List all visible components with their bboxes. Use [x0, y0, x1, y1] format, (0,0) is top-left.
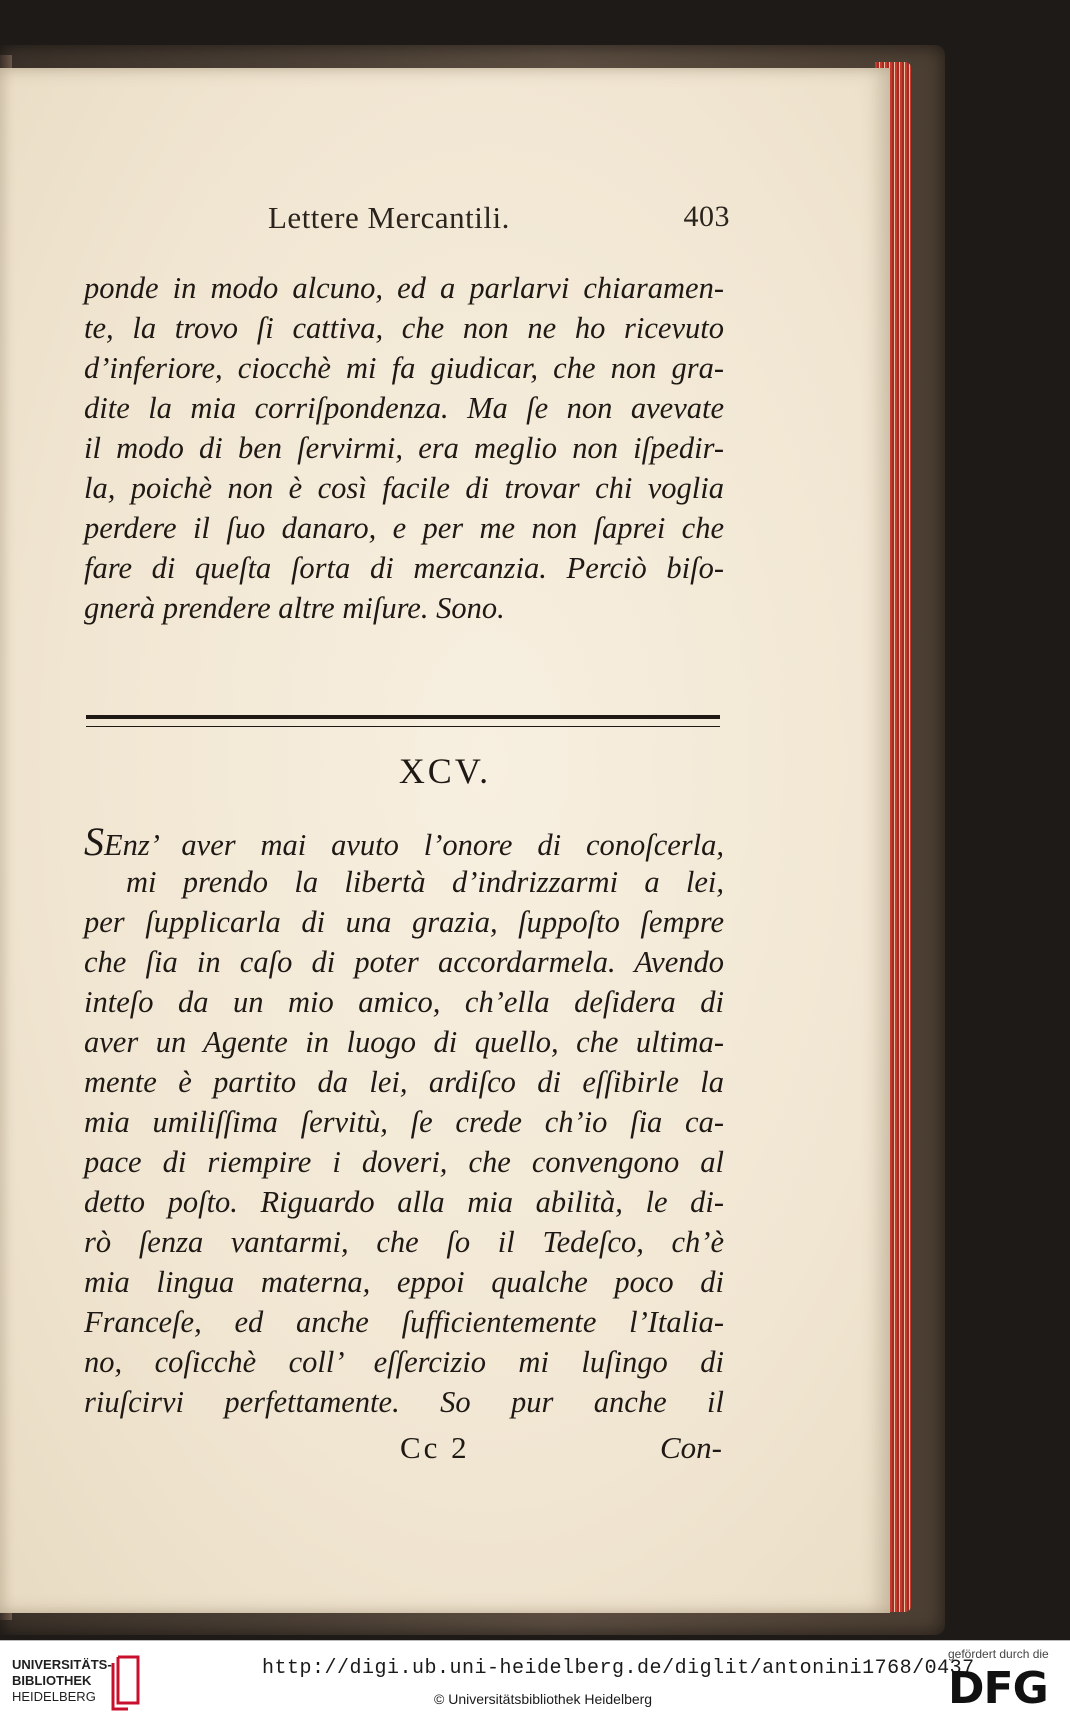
section-divider: [86, 715, 720, 727]
text-line: che ſia in caſo di poter accordarmela. Avendo: [84, 945, 724, 979]
text-line: aver un Agente in luogo di quello, che ultima-: [84, 1025, 724, 1059]
text-line: la, poichè non è così facile di trovar chi voglia: [84, 471, 724, 505]
section-heading: XCV.: [398, 751, 492, 791]
text-line: mia umiliſſima ſervitù, ſe crede ch’io ſia ca-: [84, 1105, 724, 1139]
library-logo-line: BIBLIOTHEK: [12, 1673, 92, 1688]
text-line: dite la mia corriſpondenza. Ma ſe non avevate: [84, 391, 724, 425]
footer-url-link[interactable]: http://digi.ub.uni-heidelberg.de/diglit/antonini1768/0437: [262, 1657, 975, 1680]
text-line: detto poſto. Riguardo alla mia abilità, le di-: [84, 1185, 724, 1219]
footer-bar: [0, 1640, 1070, 1719]
paragraph-previous-letter: [84, 268, 724, 628]
text-line: per ſupplicarla di una grazia, ſuppoſto ſempre: [84, 905, 724, 939]
text-line: rò ſenza vantarmi, che ſo il Tedeſco, ch’è: [84, 1225, 724, 1259]
library-logo-icon: [108, 1649, 148, 1711]
text-line: te, la trovo ſi cattiva, che non ne ho ricevuto: [84, 311, 724, 345]
text-line: pace di riempire i doveri, che convengono al: [84, 1145, 724, 1179]
text-line: mia lingua materna, eppoi qualche poco di: [84, 1265, 724, 1299]
dfg-logo: DFG: [948, 1663, 1048, 1714]
running-title: Lettere Mercantili.: [268, 200, 510, 235]
text-line: Franceſe, ed anche ſufficientemente l’Italia-: [84, 1305, 724, 1339]
footer-copyright: © Universitätsbibliothek Heidelberg: [434, 1691, 653, 1707]
text-line: riuſcirvi perfettamente. So pur anche il: [84, 1385, 724, 1419]
library-logo-line: HEIDELBERG: [12, 1689, 96, 1704]
catchword: Con-: [660, 1430, 722, 1465]
page-number: 403: [683, 200, 730, 233]
text-line: no, coſicchè coll’ eſſercizio mi luſingo di: [84, 1345, 724, 1379]
text-line: gnerà prendere altre miſure. Sono.: [84, 591, 505, 625]
text-line: fare di queſta ſorta di mercanzia. Perciò biſo-: [84, 551, 724, 585]
signature-mark: Cc 2: [400, 1430, 470, 1465]
text-line: il modo di ben ſervirmi, era meglio non iſpedir-: [84, 431, 724, 465]
text-line-rest: Enz’ aver mai avuto l’onore di conoſcerla,: [104, 828, 724, 862]
library-logo-line: UNIVERSITÄTS-: [12, 1657, 112, 1672]
running-head: [268, 200, 748, 240]
drop-initial: S: [84, 819, 104, 864]
text-line: inteſo da un mio amico, ch’ella deſidera di: [84, 985, 724, 1019]
paragraph-letter-xcv: [84, 819, 724, 1422]
text-line: ponde in modo alcuno, ed a parlarvi chiaramen-: [84, 271, 724, 305]
text-line: d’inferiore, ciocchè mi fa giudicar, che non gra-: [84, 351, 724, 385]
signature-line: [400, 1430, 730, 1472]
text-line: mente è partito da lei, ardiſco di eſſibirle la: [84, 1065, 724, 1099]
text-line: mi prendo la libertà d’indrizzarmi a lei,: [126, 865, 724, 899]
funding-label: gefördert durch die: [948, 1647, 1049, 1661]
text-line-first: [84, 819, 724, 864]
library-logo: [12, 1657, 112, 1705]
text-line: perdere il ſuo danaro, e per me non ſaprei che: [84, 511, 724, 545]
